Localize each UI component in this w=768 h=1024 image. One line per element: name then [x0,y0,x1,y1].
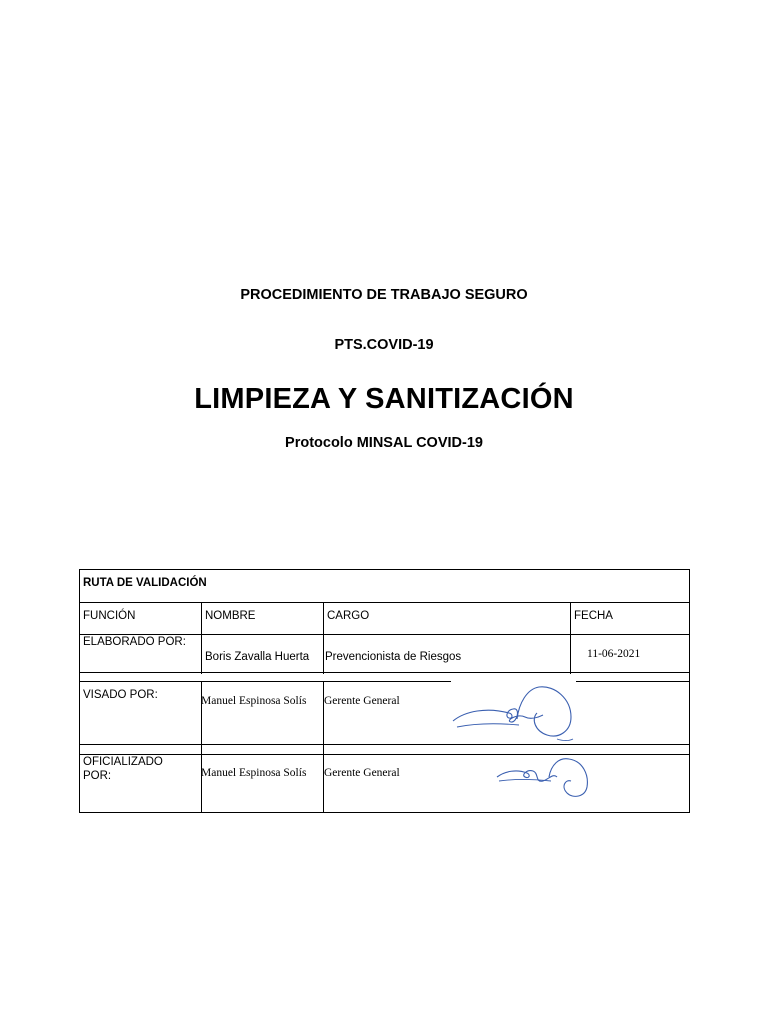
row-visado-nombre: Manuel Espinosa Solís [201,695,307,707]
row-elaborado-fecha: 11-06-2021 [587,648,641,660]
row-visado-cargo: Gerente General [324,695,400,707]
row-oficializado-cargo: Gerente General [324,767,400,779]
row-visado-funcion: VISADO POR: [83,689,158,701]
column-header-funcion: FUNCIÓN [83,610,136,622]
row-elaborado-nombre: Boris Zavalla Huerta [205,651,310,663]
table-heading: RUTA DE VALIDACIÓN [83,577,207,589]
signature-visado [447,683,577,745]
row-elaborado-funcion: ELABORADO POR: [83,636,186,648]
procedure-type: PROCEDIMIENTO DE TRABAJO SEGURO [240,287,528,303]
row-oficializado-funcion: OFICIALIZADO POR: [83,756,163,782]
row-elaborado-cargo: Prevencionista de Riesgos [325,651,462,663]
column-header-fecha: FECHA [574,610,613,622]
column-header-cargo: CARGO [327,610,370,622]
document-code: PTS.COVID-19 [334,337,434,353]
row-oficializado-nombre: Manuel Espinosa Solís [201,767,307,779]
column-header-nombre: NOMBRE [205,610,256,622]
validation-table [79,569,690,814]
document-title: LIMPIEZA Y SANITIZACIÓN [194,383,574,415]
document-subtitle: Protocolo MINSAL COVID-19 [285,435,483,451]
signature-oficializado [491,755,595,803]
